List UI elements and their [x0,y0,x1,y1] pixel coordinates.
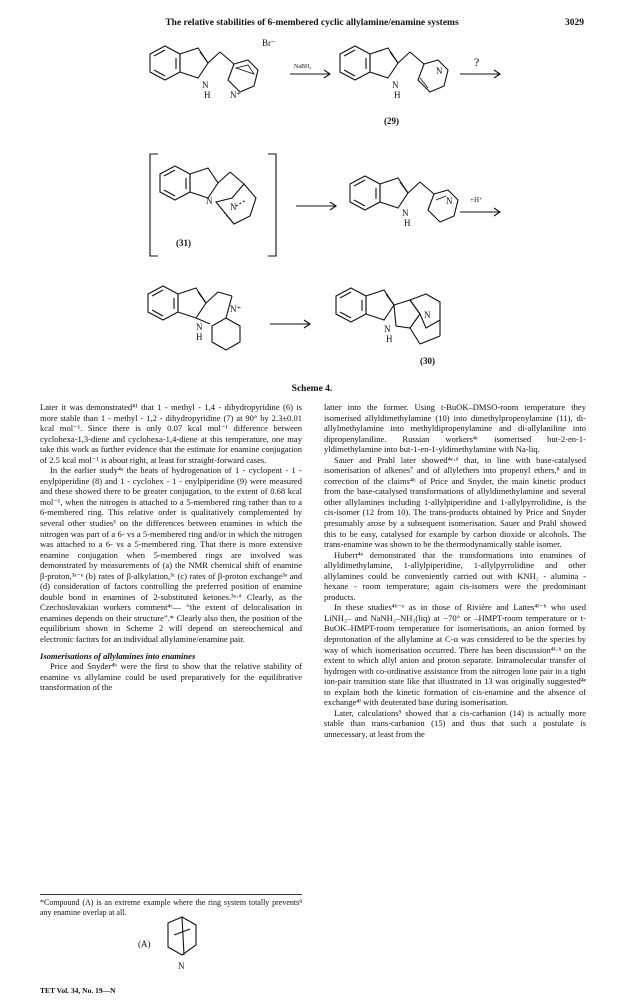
question-mark: ? [474,55,480,69]
right-paragraph-3: Hubert⁴ᵉ demonstrated that the transformations into enamines of allyldimethylamine, 1-allylpiperidine, 1-allylpyrrolidine and other allylamines could be conveniently carried out with KNH₂ - alumina - hexane - room temperature; again cis-isomers were the predominant products. [324,549,586,602]
indole-30 [336,288,394,322]
n-31: N [230,202,237,212]
right-paragraph-1: latter into the former. Using t-BuOK–DMSO-room temperature they isomerised allyldimethylamine (10) into dimethylpropenylamine (11), di-allylmethylamine into methyldipropenylamine and di-allylaniline into dipropenylaniline. Russian workers⁴ᶜ isomerised but-2-en-1-yldimethylamine into but-1-en-1-yldimethylamine with Na-liq. [324,402,586,455]
right-paragraph-2: Sauer and Prahl later showed⁴ᵉ·ᵈ that, in line with base-catalysed isomerisation of alkenes⁷ and of allylethers into propenyl ethers,⁸ and in correction of the claims⁴ᵇ of Price and Snyder, the main kinetic product from the base-catalysed transformations of allyldimethylamine and several other allylamines including 1-allylpiperidine and 1-allylpyrrolidine, is the cis-isomer (12 from 10). The trans-products obtained by Price and Snyder presumably arose by a subsequent isomerisation. Sauer and Prahl showed this to be easy, catalysed for example by carbon dioxide or alcohols. The trans-enamine was shown to be the thermodynamically stable isomer. [324,454,586,550]
nh-h-30: H [386,334,393,344]
compound-a-figure [118,915,228,975]
indole-1 [150,46,234,80]
compound-a-label: (A) [138,939,151,949]
reagent-label: NaBH₄ [294,64,312,70]
nh-h-29: H [394,90,401,100]
nh-n-29: N [392,80,399,90]
running-header [40,18,584,32]
compound-30-label: (30) [420,356,435,366]
indole-29 [340,46,424,80]
nh-n-1: N [202,80,209,90]
right-paragraph-4: In these studies⁴ᵇ⁻ᵉ as in those of Rivière and Lattes⁴ᶠ⁻ʰ who used LiNH₂– and NaNH₂–NH₃(liq) at −70° or –HMPT-room temperature or t-BuOK–HMPT-room temperature for isomerisations, an anion formed by deprotonation of the allylamine at C-α was considered to be the species by way of which isomerisation occurred. There has been discussion⁴ᶠ·ʰ on the extent to which allyl anion and proton separate. Intramolecular transfer of hydrogen with co-ordinative assistance from the nitrogen lone pair in a tight ion-pair transition state like that illustrated in 13 was originally suggested⁴ᵉ to explain both the kinetic formation of cis-enamine and the absence of exchange⁴ᶠ with deuterated base during isomerisation. [324,602,586,708]
scheme-caption: Scheme 4. [291,384,333,394]
nh-n-30: N [384,324,391,334]
nh-n-row3: N [196,322,203,332]
bromide-label: Br⁻ [262,38,276,48]
indole-31 [160,166,244,200]
compound-a-n: N [178,961,185,971]
pyridinium-n: N⁺ [230,90,242,100]
compound-29-label: (29) [384,116,399,126]
indole-row3 [148,286,232,324]
nh-h-row2: H [404,218,411,228]
left-column [40,402,302,693]
pyridinium-ring [228,60,258,92]
page-number: 3029 [565,18,584,28]
left-paragraph-1: Later it was demonstrated⁴¹ that 1 - methyl - 1,4 - dihydropyridine (6) is more stable than 1 - methyl - 1,2 - dihydropyridine (7) at 90° by 2.3±0.01 kcal mol⁻¹. Since there is only 0.07 kcal mol⁻¹ difference between cyclohexa-1,3-diene and cyclohexa-1,4-diene at this temperature, one may take this work as further evidence that the estimate for enamine conjugation of 2.5 kcal mol⁻¹ is about right, at least for straight-forward cases. [40,402,302,465]
left-paragraph-2: In the earlier study⁴ᵃ the heats of hydrogenation of 1 - cyclopent - 1 - enylpiperidine (8) and 1 - cyclohex - 1 - enylpiperidine (9) were measured and these showed there to be greater conjugation, to the extent of 0.68 kcal mol⁻¹, when the nitrogen is attached to a 5-membered ring rather than to a 6-membered ring. This relative order is qualitatively complemented by several other studies³ on the differences between enamines in which the nitrogen was part of a 6- vs a 5-membered ring and/or in which the nitrogen was attached to a 6- vs a 5-membered ring. That there is more extensive enamine conjugation when 5-membered rings are involved was demonstrated by measurements of (a) the NMR chemical shift of enamine β-proton,³ᵃ⁻ᵉ (b) rates of β-alkylation,³ᶜ (c) rates of β-proton exchange³ᵃ and (d) consideration of factors controlling the preferred position of enamine double bond in enamines of 2-substituted ketones.³ᵃ·ᵈ Clearly, as the Czechoslovakian workers comment⁴ᶜ— “the extent of delocalisation in enamines depends on their structure”.* Clearly also then, the position of the equilibrium shown in Scheme 2 will depend on stereochemical and electronic factors for an individual allylamine/enamine pair. [40,465,302,645]
proton-label: +H⁺ [470,196,483,204]
left-paragraph-3: Price and Snyder⁴ᵇ were the first to show that the relative stability of enamine vs allylamine could be used preparatively for the equilibrative transformation of the [40,661,302,693]
indole-row2-product [350,176,434,210]
nh-h-row3: H [196,332,203,342]
n-30: N [424,310,431,320]
right-paragraph-5: Later, calculations⁹ showed that a cis-carbanion (14) is actually more stable than trans-carbanion (15) and thus that such a postulate is unnecessary, at least from the [324,707,586,739]
n-row2: N [446,196,453,206]
nh-n-row2: N [402,208,409,218]
right-column [324,402,586,740]
n-29: N [436,66,443,76]
n-31-indole: N [206,196,213,206]
running-title: The relative stabilities of 6-membered cyclic allylamine/enamine systems [165,18,459,28]
n-plus-row3: N⁺ [230,304,242,314]
compound-31-label: (31) [176,238,191,248]
footnote: *Compound (A) is an extreme example where the ring system totally prevents⁸ any enamine overlap at all. [40,894,302,918]
journal-footer: TET Vol. 34, No. 19—N [40,986,116,995]
section-heading: Isomerisations of allylamines into enamines [40,650,196,661]
scheme-4-figure [0,34,624,384]
tetrahydropyridine-29 [418,60,448,92]
nh-h-1: H [204,90,211,100]
